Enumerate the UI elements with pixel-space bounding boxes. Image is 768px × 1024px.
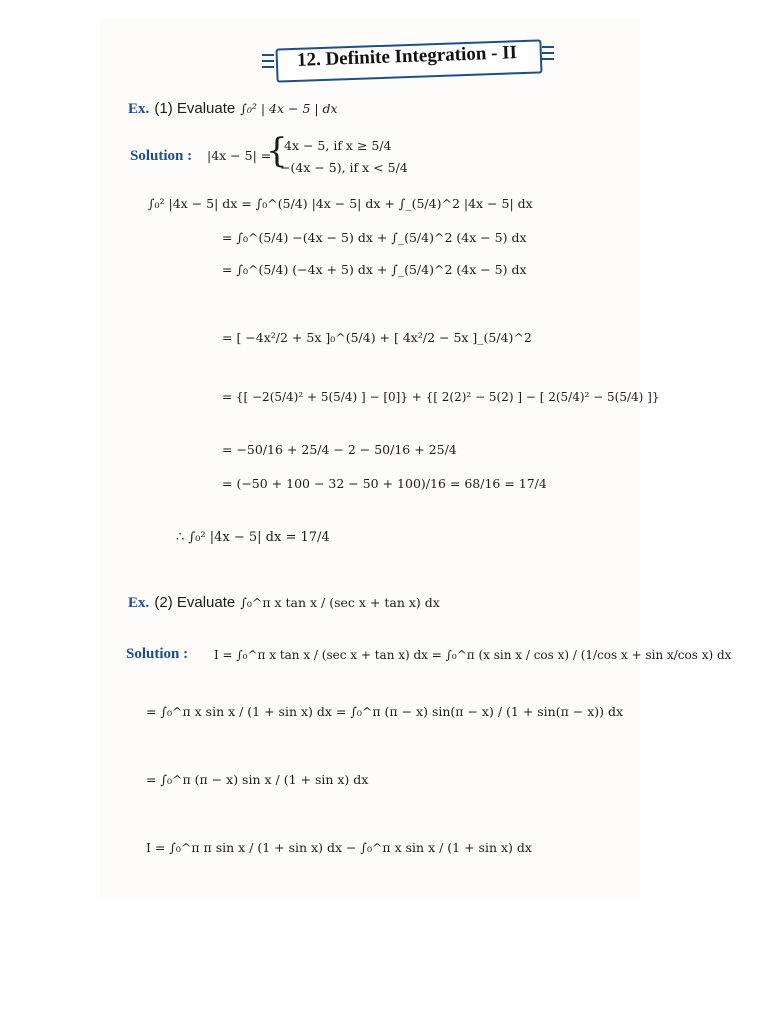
step-1-cases: = ∫₀^(5/4) −(4x − 5) dx + ∫_(5/4)^2 (4x − 5) dx: [222, 230, 527, 245]
step-2-split: I = ∫₀^π π sin x / (1 + sin x) dx − ∫₀^π x sin x / (1 + sin x) dx: [146, 840, 532, 855]
piecewise-brace: {: [266, 131, 288, 171]
chapter-title-box: [262, 38, 554, 82]
step-1-simplify: = ∫₀^(5/4) (−4x + 5) dx + ∫_(5/4)^2 (4x − 5) dx: [222, 262, 527, 277]
step-1-split: ∫₀² |4x − 5| dx = ∫₀^(5/4) |4x − 5| dx + ∫_(5/4)^2 |4x − 5| dx: [148, 196, 533, 211]
piecewise-case-1: 4x − 5, if x ≥ 5/4: [284, 138, 392, 153]
example-prompt: (1) Evaluate: [154, 100, 236, 117]
example-1-integral: ∫₀² | 4x − 5 | dx: [240, 101, 338, 116]
step-1-combine: = (−50 + 100 − 32 − 50 + 100)/16 = 68/16 = 17/4: [222, 476, 547, 491]
result-1: ∴ ∫₀² |4x − 5| dx = 17/4: [176, 530, 330, 545]
step-2-simplify: = ∫₀^π (π − x) sin x / (1 + sin x) dx: [146, 772, 369, 787]
step-1-evaluate: = −50/16 + 25/4 − 2 − 50/16 + 25/4: [222, 442, 457, 457]
piecewise-case-2: −(4x − 5), if x < 5/4: [280, 160, 408, 175]
example-1-heading: [128, 98, 338, 118]
example-label: Ex.: [128, 595, 150, 611]
solution-2-equation: I = ∫₀^π x tan x / (sec x + tan x) dx = ∫₀^π (x sin x / cos x) / (1/cos x + sin x/cos x) dx: [214, 648, 732, 662]
title-ornament-right: [542, 42, 554, 64]
piecewise-lhs: |4x − 5| =: [207, 148, 272, 163]
step-1-substitute: = {[ −2(5/4)² + 5(5/4) ] − [0]} + {[ 2(2)² − 5(2) ] − [ 2(5/4)² − 5(5/4) ]}: [222, 390, 660, 404]
example-label: Ex.: [128, 101, 150, 117]
example-prompt: (2) Evaluate: [154, 594, 236, 611]
solution-1-label: Solution :: [130, 148, 193, 164]
solution-2-label: Solution :: [126, 646, 189, 662]
example-2-heading: [128, 592, 440, 612]
step-1-antiderivative: = [ −4x²/2 + 5x ]₀^(5/4) + [ 4x²/2 − 5x ]_(5/4)^2: [222, 330, 532, 345]
step-2-property: = ∫₀^π x sin x / (1 + sin x) dx = ∫₀^π (π − x) sin(π − x) / (1 + sin(π − x)) dx: [146, 704, 624, 719]
example-2-integral: ∫₀^π x tan x / (sec x + tan x) dx: [240, 595, 440, 610]
chapter-title: 12. Definite Integration - II: [296, 42, 518, 71]
